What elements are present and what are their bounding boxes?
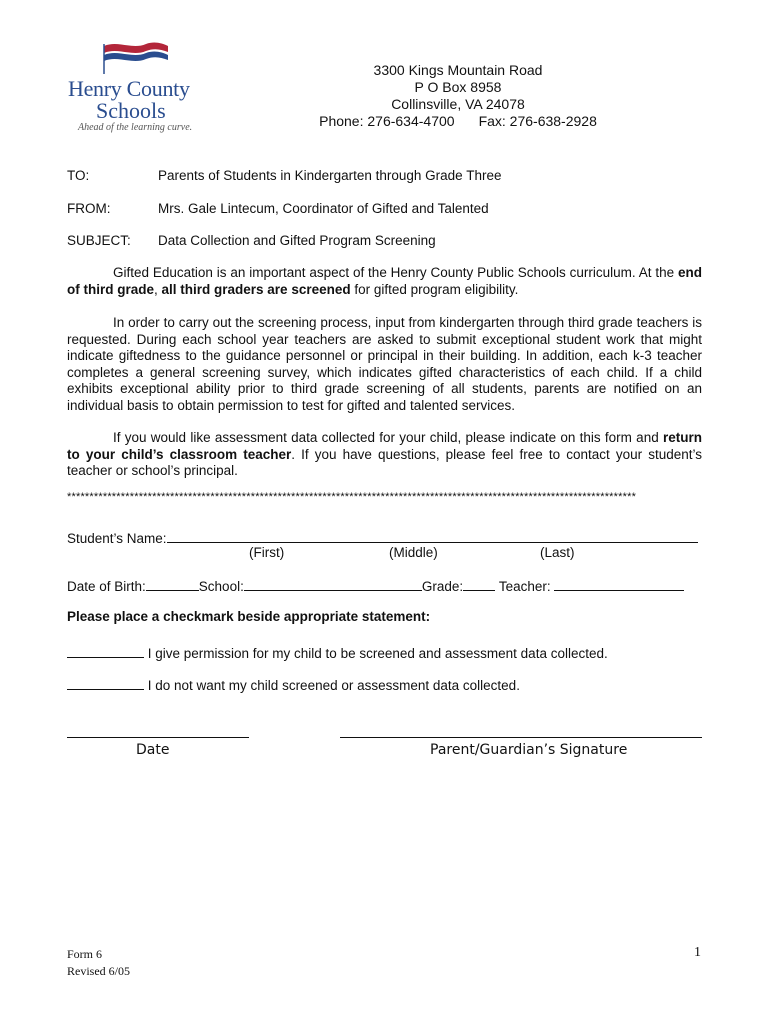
option-decline-row bbox=[67, 675, 520, 693]
dob-label: Date of Birth: bbox=[67, 579, 146, 594]
memo-from-label: FROM: bbox=[67, 201, 111, 216]
page-number: 1 bbox=[694, 945, 701, 960]
p1-bold-screened: all third graders are screened bbox=[161, 281, 351, 297]
memo-subject-label: SUBJECT: bbox=[67, 233, 131, 248]
school-logo bbox=[62, 40, 212, 140]
address-block bbox=[300, 62, 616, 130]
memo-subject-value: Data Collection and Gifted Program Screening bbox=[158, 233, 436, 248]
first-name-hint: (First) bbox=[249, 545, 285, 560]
memo-to-value: Parents of Students in Kindergarten through Grade Three bbox=[158, 168, 502, 183]
star-separator: ******************************************************************************************************************************* bbox=[67, 491, 637, 503]
paragraph-intro bbox=[67, 265, 702, 298]
dob-field[interactable] bbox=[146, 576, 199, 591]
checkmark-instruction: Please place a checkmark beside appropriate statement: bbox=[67, 609, 431, 624]
details-row bbox=[67, 576, 684, 594]
teacher-field[interactable] bbox=[554, 576, 684, 591]
student-name-row bbox=[67, 528, 698, 546]
student-name-label: Student’s Name: bbox=[67, 531, 167, 546]
grade-field[interactable] bbox=[463, 576, 495, 591]
p1-text-comma: , bbox=[154, 281, 162, 297]
permission-checkmark-field[interactable] bbox=[67, 643, 144, 658]
p3-text-a: If you would like assessment data collected for your child, please indicate on this form and bbox=[113, 430, 663, 445]
student-name-field[interactable] bbox=[167, 528, 698, 543]
decline-checkmark-field[interactable] bbox=[67, 675, 144, 690]
parent-signature-line[interactable] bbox=[340, 737, 702, 738]
p1-text-d: for gifted program eligibility. bbox=[350, 281, 519, 297]
grade-label: Grade: bbox=[421, 579, 464, 594]
phone-number: Phone: 276-634-4700 bbox=[319, 113, 455, 129]
fax-number: Fax: 276-638-2928 bbox=[478, 113, 597, 129]
footer-revised: Revised 6/05 bbox=[67, 964, 130, 978]
address-city: Collinsville, VA 24078 bbox=[391, 96, 525, 112]
option-decline-text: I do not want my child screened or assessment data collected. bbox=[144, 678, 520, 693]
flag-icon bbox=[98, 40, 170, 76]
logo-tagline: Ahead of the learning curve. bbox=[78, 122, 193, 133]
date-label: Date bbox=[136, 742, 170, 758]
phone-fax-line bbox=[300, 113, 616, 130]
address-pobox: P O Box 8958 bbox=[414, 79, 502, 95]
parent-signature-label: Parent/Guardian’s Signature bbox=[430, 742, 628, 758]
middle-name-hint: (Middle) bbox=[389, 545, 438, 560]
school-field[interactable] bbox=[244, 576, 422, 591]
p1-bold-end-of-grade: end of third grade bbox=[67, 265, 702, 297]
teacher-label: Teacher: bbox=[498, 579, 555, 594]
date-signature-line[interactable] bbox=[67, 737, 249, 738]
address-street: 3300 Kings Mountain Road bbox=[373, 62, 543, 78]
logo-name-line1: Henry County bbox=[68, 76, 190, 101]
option-permission-row bbox=[67, 643, 608, 661]
p3-bold-return: return to your child’s classroom teacher bbox=[67, 430, 702, 462]
memo-to-label: TO: bbox=[67, 168, 90, 183]
p3-text-c: . If you have questions, please feel free to contact your student’s teacher or school’s principal. bbox=[67, 446, 702, 478]
paragraph-request bbox=[67, 430, 702, 480]
paragraph-process: In order to carry out the screening process, input from kindergarten through third grade teachers is requested. During each school year teachers are asked to submit exceptional student work that might indicate giftedness to the guidance personnel or principal in their building. In addition, each k-3 teacher completes a general screening survey, which indicates gifted characteristics of each child. If a child exhibits exceptional ability prior to third grade screening of all students, parents are notified on an individual basis to obtain permission to test for gifted and talented services. bbox=[67, 315, 702, 413]
logo-name-line2: Schools bbox=[96, 98, 166, 123]
p1-text-a: Gifted Education is an important aspect of the Henry County Public Schools curriculum. At the bbox=[113, 265, 678, 280]
footer-form-number: Form 6 bbox=[67, 947, 103, 961]
memo-from-value: Mrs. Gale Lintecum, Coordinator of Gifted and Talented bbox=[158, 201, 489, 216]
last-name-hint: (Last) bbox=[540, 545, 575, 560]
school-label: School: bbox=[198, 579, 244, 594]
option-permission-text: I give permission for my child to be screened and assessment data collected. bbox=[144, 646, 608, 661]
